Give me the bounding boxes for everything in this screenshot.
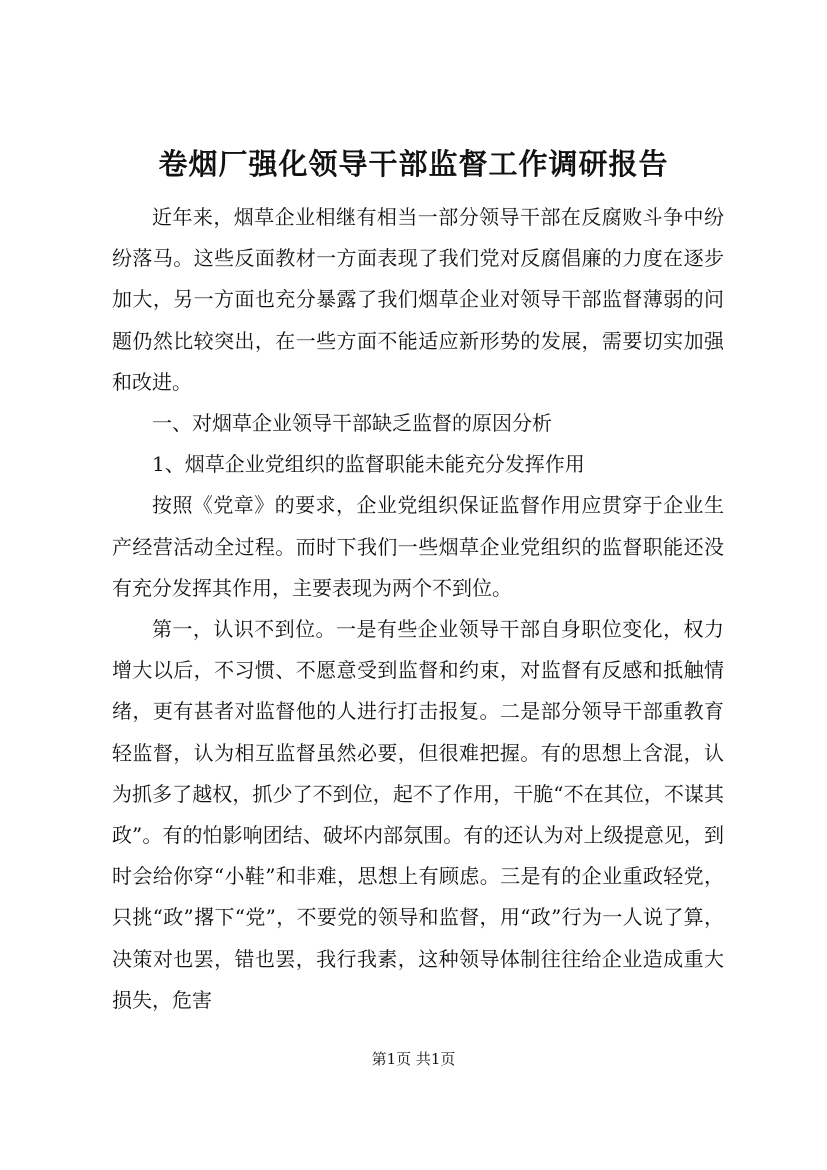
page-footer: 第1页 共1页 xyxy=(371,1050,456,1068)
section-heading: 一、对烟草企业领导干部缺乏监督的原因分析 xyxy=(152,411,552,436)
paragraph-intro: 近年来，烟草企业相继有相当一部分领导干部在反腐败斗争中纷纷落马。这些反面教材一方面表现了我们党对反腐倡廉的力度在逐步加大，另一方面也充分暴露了我们烟草企业对领导干部监督薄弱的问题仍然比较突出，在一些方面不能适应新形势的发展，需要切实加强和改进。 xyxy=(112,205,724,394)
paragraph-first-point: 第一，认识不到位。一是有些企业领导干部自身职位变化，权力增大以后，不习惯、不愿意受到监督和约束，对监督有反感和抵触情绪，更有甚者对监督他的人进行打击报复。二是部分领导干部重教育轻监督，认为相互监督虽然必要，但很难把握。有的思想上含混，认为抓多了越权，抓少了不到位，起不了作用，干脆“不在其位，不谋其政”。有的怕影响团结、破坏内部氛围。有的还认为对上级提意见，到时会给你穿“小鞋”和非难，思想上有顾虑。三是有的企业重政轻党，只挑“政”撂下“党”，不要党的领导和监督，用“政”行为一人说了算，决策对也罢，错也罢，我行我素，这种领导体制往往给企业造成重大损失，危害 xyxy=(112,617,724,1012)
document-body xyxy=(112,197,724,1021)
subsection-heading: 1、烟草企业党组织的监督职能未能充分发挥作用 xyxy=(152,452,585,477)
document-title: 卷烟厂强化领导干部监督工作调研报告 xyxy=(158,147,669,181)
paragraph-party-charter: 按照《党章》的要求，企业党组织保证监督作用应贯穿于企业生产经营活动全过程。而时下我们一些烟草企业党组织的监督职能还没有充分发挥其作用，主要表现为两个不到位。 xyxy=(112,493,724,600)
